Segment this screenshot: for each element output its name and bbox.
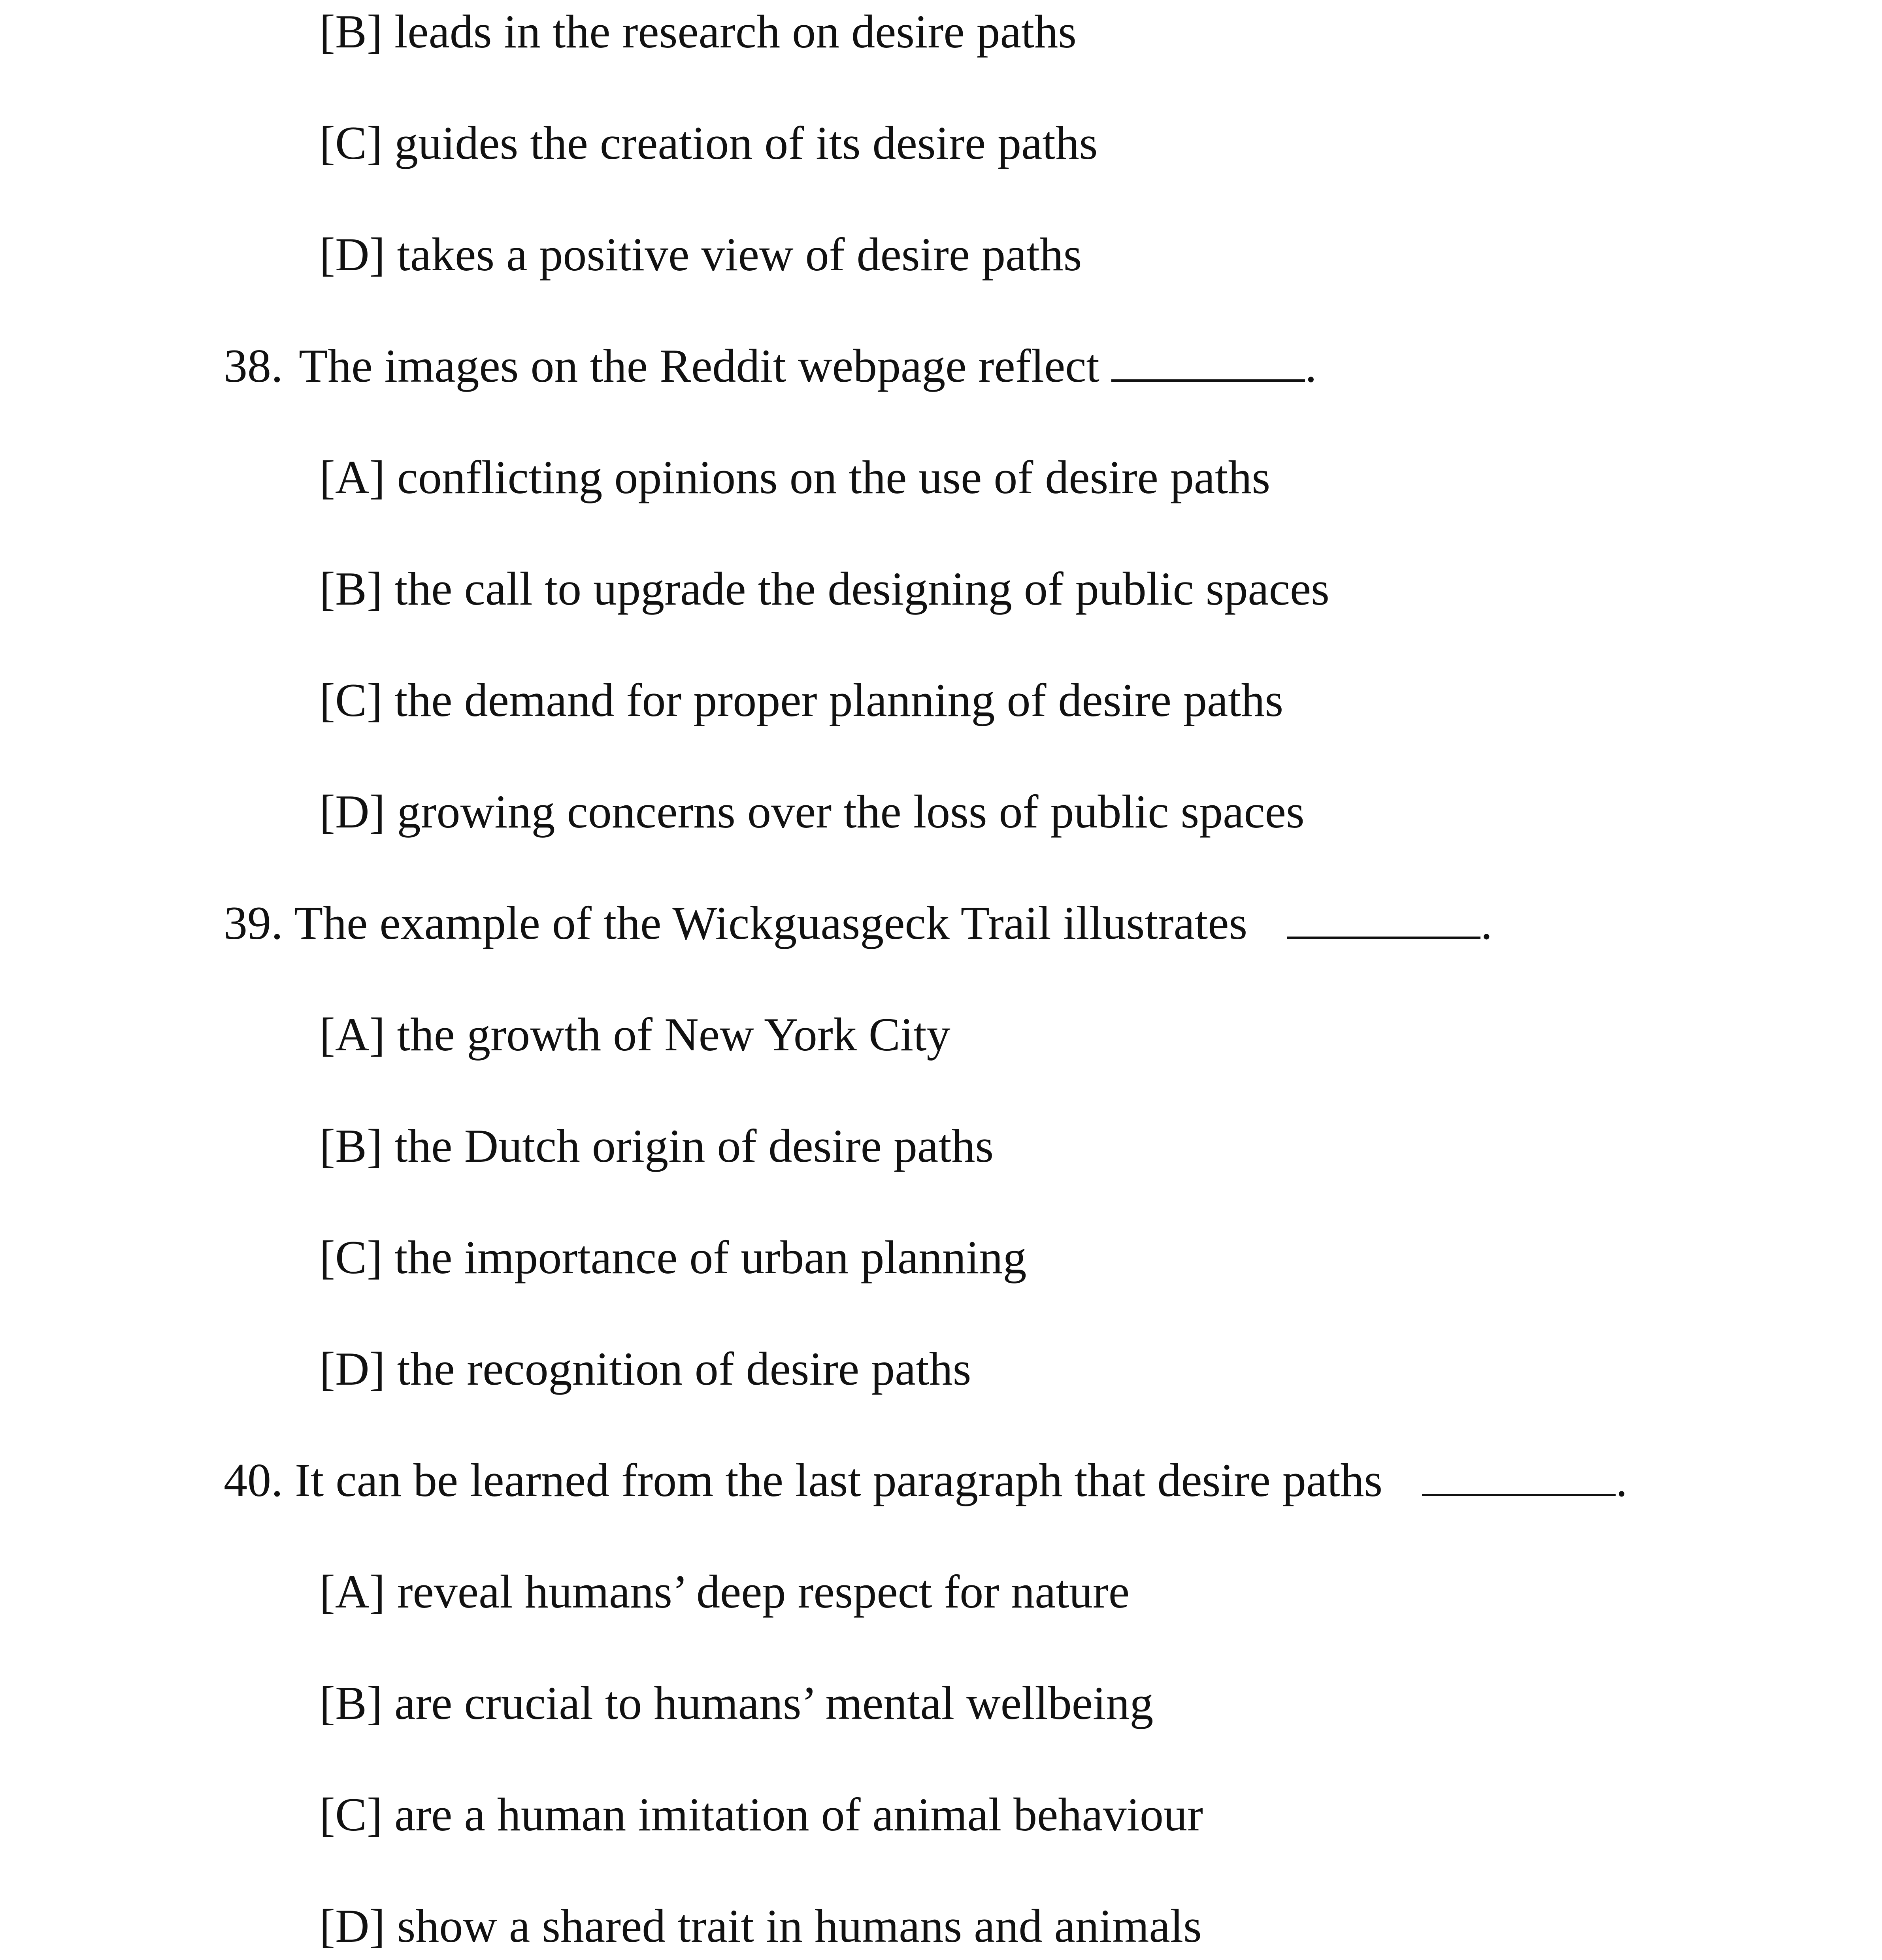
question-number: 38. bbox=[224, 339, 283, 392]
question-period: . bbox=[1305, 339, 1317, 392]
q40-option-d: [D] show a shared trait in humans and animals bbox=[319, 1900, 1202, 1952]
q38-option-b: [B] the call to upgrade the designing of public spaces bbox=[319, 562, 1329, 615]
q39-option-d: [D] the recognition of desire paths bbox=[319, 1342, 971, 1395]
question-40 bbox=[224, 1453, 1627, 1508]
question-stem: The example of the Wickguasgeck Trail illustrates bbox=[294, 897, 1248, 949]
question-39 bbox=[224, 895, 1492, 951]
q38-option-d: [D] growing concerns over the loss of public spaces bbox=[319, 785, 1305, 838]
question-stem: It can be learned from the last paragraph that desire paths bbox=[295, 1454, 1383, 1506]
q38-option-a: [A] conflicting opinions on the use of desire paths bbox=[319, 451, 1271, 503]
question-38 bbox=[224, 338, 1317, 394]
q38-option-c: [C] the demand for proper planning of desire paths bbox=[319, 674, 1284, 726]
question-number: 39. bbox=[224, 897, 283, 949]
question-stem: The images on the Reddit webpage reflect bbox=[299, 339, 1099, 392]
question-number: 40. bbox=[224, 1454, 283, 1506]
q40-option-c: [C] are a human imitation of animal behaviour bbox=[319, 1788, 1203, 1841]
answer-blank bbox=[1111, 340, 1305, 382]
question-period: . bbox=[1480, 897, 1493, 949]
question-period: . bbox=[1616, 1454, 1628, 1506]
q39-option-c: [C] the importance of urban planning bbox=[319, 1231, 1027, 1283]
q37-option-d: [D] takes a positive view of desire paths bbox=[319, 228, 1082, 281]
q40-option-b: [B] are crucial to humans’ mental wellbeing bbox=[319, 1677, 1154, 1729]
q39-option-b: [B] the Dutch origin of desire paths bbox=[319, 1119, 994, 1172]
answer-blank bbox=[1422, 1454, 1616, 1496]
q39-option-a: [A] the growth of New York City bbox=[319, 1008, 950, 1061]
q37-option-b: [B] leads in the research on desire paths bbox=[319, 5, 1077, 58]
answer-blank bbox=[1287, 897, 1480, 939]
q40-option-a: [A] reveal humans’ deep respect for nature bbox=[319, 1565, 1130, 1618]
q37-option-c: [C] guides the creation of its desire paths bbox=[319, 117, 1098, 169]
